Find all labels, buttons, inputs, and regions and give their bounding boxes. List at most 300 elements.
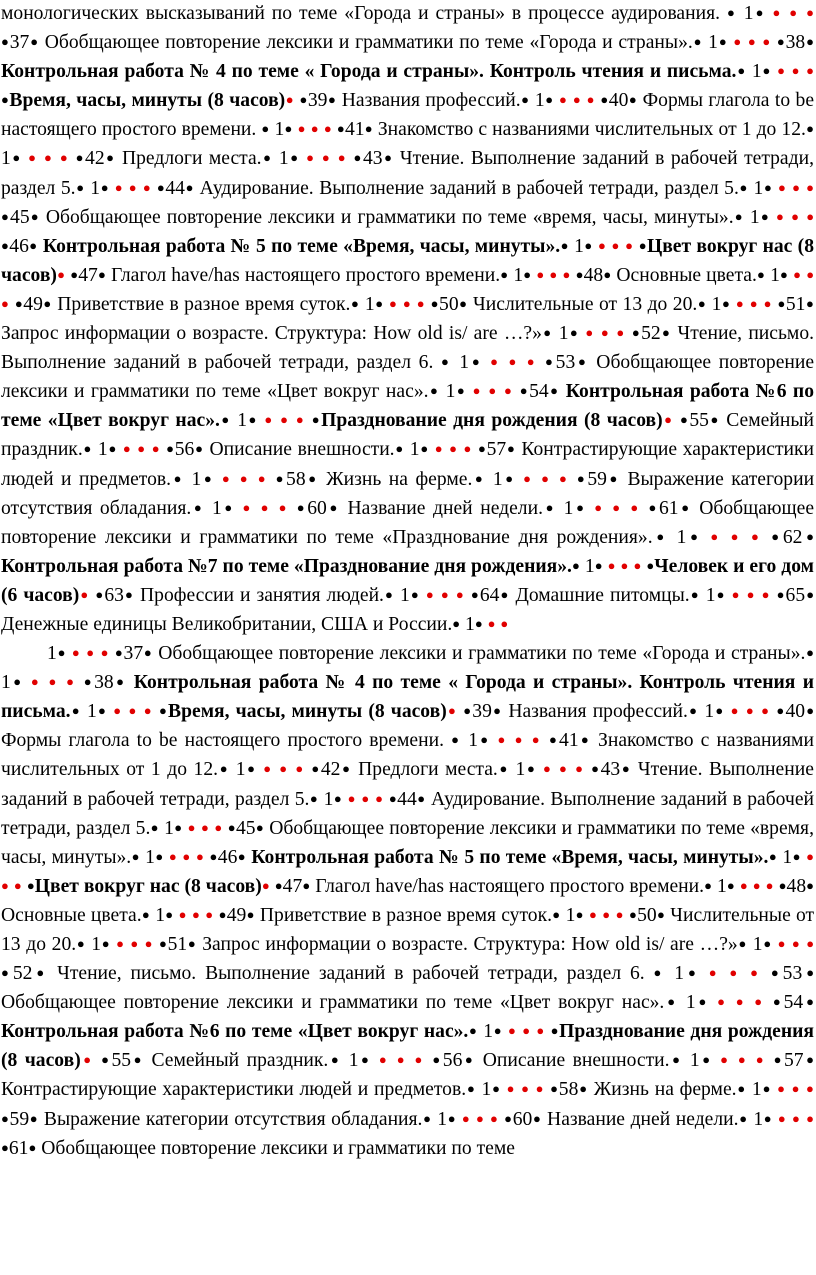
black-bullet-icon: ● (578, 1081, 588, 1097)
text-run: Профессии и занятия людей. (134, 584, 384, 606)
black-bullet-icon: ● (458, 295, 468, 311)
red-bullet-icon: ● (730, 703, 740, 719)
text-run (76, 672, 83, 693)
text-run: 47 (282, 875, 303, 897)
text-run: Глагол have/has настоящего простого времени. (105, 264, 501, 286)
black-bullet-icon: ● (326, 499, 340, 515)
black-bullet-icon: ● (803, 1052, 814, 1068)
text-run: 1 (451, 352, 470, 374)
red-bullet-icon: ● (600, 325, 611, 341)
black-bullet-icon: ● (474, 615, 483, 631)
red-bullet-icon: ● (761, 703, 771, 719)
black-bullet-icon: ● (237, 848, 246, 864)
red-bullet-icon: ● (143, 703, 153, 719)
red-bullet-icon: ● (777, 1110, 787, 1126)
red-bullet-icon: ● (752, 877, 761, 893)
text-run (139, 934, 145, 955)
text-run: Числительные от 13 до 20. (467, 293, 698, 315)
black-bullet-icon: ● (382, 150, 394, 166)
text-run: 40 (608, 90, 629, 112)
black-bullet-icon: ● (430, 295, 440, 311)
text-run: 53 (782, 963, 803, 985)
text-run: 63 (104, 584, 124, 606)
red-bullet-icon: ● (425, 586, 435, 602)
black-bullet-icon: ● (26, 877, 35, 893)
red-bullet-icon: ● (720, 1052, 731, 1068)
red-bullet-icon: ● (128, 179, 138, 195)
body-paragraph (1, 0, 814, 640)
red-bullet-icon: ● (733, 34, 743, 50)
black-bullet-icon: ● (302, 877, 311, 893)
red-bullet-icon: ● (48, 674, 59, 690)
red-bullet-icon: ● (791, 1081, 801, 1097)
text-run (633, 236, 638, 257)
text-run (420, 585, 426, 606)
text-run: 1 (404, 439, 420, 461)
text-run (581, 90, 586, 111)
black-bullet-icon: ● (756, 266, 766, 282)
black-bullet-icon: ● (737, 936, 748, 951)
text-run (542, 730, 549, 751)
text-run: 1 (667, 526, 687, 548)
black-bullet-icon: ● (1, 237, 10, 253)
text-run: Время, часы, минуты (8 часов) (168, 701, 447, 723)
text-run: 54 (529, 381, 549, 403)
text-run: 39 (472, 701, 492, 723)
black-bullet-icon: ● (70, 266, 79, 282)
black-bullet-icon: ● (463, 703, 473, 719)
black-bullet-icon: ● (532, 1110, 542, 1126)
red-bullet-icon: ● (594, 499, 605, 515)
black-bullet-icon: ● (83, 674, 95, 690)
black-bullet-icon: ● (165, 906, 174, 922)
red-bullet-icon: ● (497, 732, 508, 748)
text-run (534, 469, 541, 490)
black-bullet-icon: ● (714, 703, 725, 719)
text-run: Запрос информации о возрасте. Структура: How old is/ are …?» (1, 323, 542, 345)
text-run: Жизнь на ферме. (587, 1079, 737, 1101)
red-bullet-icon: ● (735, 295, 745, 311)
red-bullet-icon: ● (806, 1081, 814, 1097)
black-bullet-icon: ● (158, 936, 168, 951)
black-bullet-icon: ● (328, 1052, 342, 1068)
red-bullet-icon: ● (633, 557, 642, 573)
text-run: 1 (765, 264, 780, 286)
black-bullet-icon: ● (551, 906, 561, 922)
black-bullet-icon: ● (805, 645, 815, 661)
red-bullet-icon: ● (611, 237, 620, 253)
text-run: 1 (508, 759, 526, 781)
text-run (271, 498, 279, 519)
text-run (774, 876, 779, 897)
black-bullet-icon: ● (606, 470, 620, 486)
red-bullet-icon: ● (137, 441, 146, 457)
text-run: Обобщающее повторение лексики и грамматики по теме «Цвет вокруг нас». (1, 352, 815, 403)
text-run (748, 1050, 755, 1071)
text-run (786, 1079, 792, 1100)
text-run: 1 (702, 32, 718, 54)
text-run: Знакомство с названиями числительных от 1 до 12. (1, 730, 814, 781)
black-bullet-icon: ● (721, 295, 731, 311)
text-run (371, 1050, 378, 1071)
red-bullet-icon: ● (792, 179, 801, 195)
red-bullet-icon: ● (463, 441, 473, 457)
red-bullet-icon: ● (749, 295, 759, 311)
black-bullet-icon: ● (699, 1052, 713, 1068)
text-run: 1 (699, 584, 716, 606)
text-run: 42 (85, 148, 105, 170)
black-bullet-icon: ● (70, 703, 81, 719)
text-run: Чтение, письмо. Выполнение заданий в рабочей тетради, раздел 6. (1, 323, 815, 374)
text-run: Обобщающее повторение лексики и грамматики по теме «Цвет вокруг нас». (1, 992, 665, 1014)
red-bullet-icon: ● (257, 470, 269, 486)
red-bullet-icon: ● (792, 1110, 801, 1126)
text-run (761, 876, 766, 897)
red-bullet-icon: ● (710, 528, 723, 544)
text-run (730, 1050, 737, 1071)
text-run: 1 (461, 730, 479, 752)
red-bullet-icon: ● (280, 412, 290, 428)
black-bullet-icon: ● (1, 92, 10, 108)
text-run (772, 934, 778, 955)
red-bullet-icon: ● (375, 790, 384, 806)
text-run (466, 381, 472, 402)
black-bullet-icon: ● (101, 1052, 112, 1068)
text-run: Чтение. Выполнение заданий в рабочей тетради, раздел 5. (1, 148, 814, 199)
red-bullet-icon: ● (777, 1081, 786, 1097)
text-run (616, 556, 621, 577)
red-bullet-icon: ● (523, 470, 534, 486)
text-run (758, 294, 763, 315)
text-run: 1 (475, 1079, 492, 1101)
black-bullet-icon: ● (550, 1023, 560, 1039)
text-run (610, 905, 615, 926)
black-bullet-icon: ● (1, 1110, 10, 1126)
text-run: 1 (269, 119, 285, 141)
text-run: 50 (439, 293, 459, 315)
red-bullet-icon: ● (323, 121, 332, 137)
red-bullet-icon: ● (549, 266, 558, 282)
red-bullet-icon: ● (791, 936, 801, 951)
black-bullet-icon: ● (548, 383, 560, 399)
text-run: Числительные от 13 до 20. (1, 904, 815, 955)
red-bullet-icon: ● (295, 761, 305, 777)
black-bullet-icon: ● (500, 266, 509, 282)
text-run: 62 (782, 526, 803, 548)
text-run: Аудирование. Выполнение заданий в рабочей тетради, раздел 5. (1, 788, 814, 839)
text-run: 1 (158, 817, 174, 839)
text-run: Контрольная работа № 5 по теме «Время, часы, минуты». (37, 235, 561, 257)
red-bullet-icon: ● (763, 295, 773, 311)
red-bullet-icon: ● (535, 1081, 545, 1097)
text-run (728, 992, 736, 1013)
text-run: 1 (579, 555, 595, 577)
red-bullet-icon: ● (562, 266, 571, 282)
black-bullet-icon: ● (113, 674, 127, 690)
red-bullet-icon: ● (475, 1110, 485, 1126)
black-bullet-icon: ● (761, 63, 772, 79)
text-run: 1 (439, 381, 456, 403)
red-bullet-icon: ● (735, 994, 747, 1010)
text-run (552, 469, 559, 490)
text-run: 1 (394, 584, 410, 606)
text-run: 38 (94, 672, 114, 694)
black-bullet-icon: ● (104, 150, 116, 166)
red-bullet-icon: ● (168, 848, 178, 864)
text-run (95, 643, 101, 664)
black-bullet-icon: ● (299, 92, 308, 108)
red-bullet-icon: ● (729, 965, 742, 981)
text-run: Денежные единицы Великобритании, США и России. (1, 613, 453, 635)
red-bullet-icon: ● (239, 470, 251, 486)
text-run (137, 178, 143, 199)
red-bullet-icon: ● (461, 1110, 471, 1126)
black-bullet-icon: ● (664, 994, 679, 1010)
red-bullet-icon: ● (151, 441, 161, 457)
black-bullet-icon: ● (631, 325, 642, 341)
black-bullet-icon: ● (805, 703, 815, 719)
text-run: 59 (9, 1108, 30, 1130)
red-bullet-icon: ● (264, 412, 274, 428)
text-run: 51 (167, 934, 188, 955)
red-bullet-icon: ● (778, 179, 787, 195)
text-run (508, 730, 515, 751)
text-run: 1 (230, 410, 248, 432)
black-bullet-icon: ● (221, 499, 235, 515)
black-bullet-icon: ● (686, 528, 702, 544)
black-bullet-icon: ● (422, 1110, 432, 1126)
text-run: 1 (359, 293, 375, 315)
black-bullet-icon: ● (708, 412, 720, 428)
black-bullet-icon: ● (477, 441, 487, 457)
red-bullet-icon: ● (178, 906, 187, 922)
text-run: Основные цвета. (611, 264, 757, 286)
black-bullet-icon: ● (97, 266, 106, 282)
text-run: 45 (10, 206, 30, 228)
black-bullet-icon: ● (575, 354, 589, 370)
red-bullet-icon: ● (242, 499, 253, 515)
text-run: Названия профессий. (502, 701, 688, 723)
text-run: Контрольная работа № 4 по теме « Города и страны». Контроль чтения и письма. (1, 672, 815, 723)
text-run (407, 1050, 414, 1071)
red-bullet-icon: ● (66, 674, 77, 690)
text-run (519, 352, 527, 373)
black-bullet-icon: ● (692, 34, 703, 50)
black-bullet-icon: ● (777, 295, 786, 311)
text-run (389, 1050, 396, 1071)
text-run (742, 527, 751, 548)
black-bullet-icon: ● (762, 936, 772, 951)
black-bullet-icon: ● (416, 790, 426, 806)
red-bullet-icon: ● (114, 179, 124, 195)
black-bullet-icon: ● (29, 34, 39, 50)
text-run: 1 (552, 323, 569, 345)
black-bullet-icon: ● (660, 325, 672, 341)
text-run: Формы глагола to be настоящего простого времени. (1, 90, 815, 141)
text-run: 1 (477, 1021, 494, 1043)
black-bullet-icon: ● (493, 1023, 503, 1039)
text-run: Жизнь на ферме. (318, 468, 473, 490)
black-bullet-icon: ● (779, 266, 789, 282)
text-run (709, 992, 717, 1013)
black-bullet-icon: ● (468, 1023, 478, 1039)
red-bullet-icon: ● (750, 965, 762, 981)
black-bullet-icon: ● (576, 470, 588, 486)
black-bullet-icon: ● (571, 557, 580, 573)
black-bullet-icon: ● (261, 150, 273, 166)
text-run: Человек и его дом (6 часов) (1, 555, 814, 606)
black-bullet-icon: ● (123, 586, 134, 602)
black-bullet-icon: ● (669, 1052, 683, 1068)
text-run: монологических высказываний по теме «Города и страны» в процессе аудирования. (1, 3, 721, 24)
text-run: Контрольная работа №6 по теме «Цвет вокруг нас». (1, 381, 815, 432)
black-bullet-icon: ● (803, 994, 814, 1010)
text-run: 59 (587, 468, 607, 490)
black-bullet-icon: ● (583, 237, 593, 253)
text-run: Выражение категории отсутствия обладания. (38, 1108, 423, 1130)
red-bullet-icon: ● (488, 383, 498, 399)
text-run: Время, часы, минуты (8 часов) (9, 90, 286, 112)
text-run: Контрастирующие характеристики людей и предметов. (1, 439, 815, 490)
text-run (458, 439, 464, 460)
text-run: 1 (743, 206, 760, 228)
black-bullet-icon: ● (776, 586, 786, 602)
text-run (525, 730, 532, 751)
black-bullet-icon: ● (96, 703, 108, 719)
red-bullet-icon: ● (116, 936, 125, 951)
red-bullet-icon: ● (746, 586, 756, 602)
text-run (700, 963, 709, 984)
red-bullet-icon: ● (378, 1052, 390, 1068)
text-run (722, 527, 731, 548)
black-bullet-icon: ● (255, 819, 265, 835)
red-bullet-icon: ● (630, 499, 641, 515)
text-run: 43 (362, 148, 383, 170)
black-bullet-icon: ● (778, 877, 787, 893)
red-bullet-icon: ● (200, 819, 210, 835)
text-run (146, 439, 152, 460)
black-bullet-icon: ● (194, 441, 204, 457)
red-bullet-icon: ● (806, 1110, 814, 1126)
black-bullet-icon: ● (704, 877, 713, 893)
red-bullet-icon: ● (500, 615, 509, 631)
text-run: Обобщающее повторение лексики и грамматики по теме «время, часы, минуты». (1, 817, 814, 868)
red-bullet-icon: ● (542, 761, 553, 777)
text-run: 1 (485, 468, 503, 490)
red-bullet-icon: ● (295, 412, 306, 428)
red-bullet-icon: ● (205, 906, 214, 922)
black-bullet-icon: ● (246, 906, 255, 922)
black-bullet-icon: ● (358, 1052, 372, 1068)
text-run (456, 1109, 462, 1130)
black-bullet-icon: ● (573, 499, 587, 515)
text-run (766, 1050, 773, 1071)
text-run: 55 (689, 410, 709, 432)
red-bullet-icon: ● (221, 470, 233, 486)
red-bullet-icon: ● (772, 5, 783, 20)
red-bullet-icon: ● (128, 703, 138, 719)
text-run (94, 1050, 101, 1071)
black-bullet-icon: ● (575, 266, 584, 282)
text-run: 1 (204, 497, 222, 519)
text-run: 50 (637, 904, 657, 926)
text-run: Контрольная работа № 4 по теме « Города и страны». Контроль чтения и письма. (1, 61, 737, 83)
black-bullet-icon: ● (452, 615, 461, 631)
black-bullet-icon: ● (28, 237, 38, 253)
text-run: Предлоги места. (115, 148, 262, 170)
text-run: 1 (80, 701, 97, 723)
red-bullet-icon: ● (717, 994, 728, 1010)
black-bullet-icon: ● (107, 441, 118, 457)
text-run (315, 148, 321, 169)
text-run: Семейный праздник. (144, 1050, 329, 1072)
text-run: 56 (442, 1050, 463, 1072)
black-bullet-icon: ● (504, 1110, 513, 1126)
text-run: 1 (748, 177, 764, 199)
black-bullet-icon: ● (578, 732, 591, 748)
text-run (429, 439, 435, 460)
text-run (603, 556, 608, 577)
text-run: 43 (600, 759, 621, 781)
red-bullet-icon: ● (144, 936, 154, 951)
black-bullet-icon: ● (10, 674, 24, 690)
black-bullet-icon: ● (736, 1081, 747, 1097)
text-run (557, 265, 562, 286)
text-run: Запрос информации о возрасте. Структура: How old is/ are …?» (196, 934, 738, 955)
black-bullet-icon: ● (29, 1110, 39, 1126)
text-run: 61 (658, 497, 679, 519)
red-bullet-icon: ● (597, 237, 607, 253)
black-bullet-icon: ● (763, 179, 773, 195)
text-run (305, 410, 311, 431)
red-bullet-icon: ● (260, 499, 272, 515)
black-bullet-icon: ● (466, 1081, 476, 1097)
black-bullet-icon: ● (575, 906, 584, 922)
red-bullet-icon: ● (416, 295, 426, 311)
red-bullet-icon: ● (30, 674, 42, 690)
black-bullet-icon: ● (409, 586, 420, 602)
text-run (744, 294, 749, 315)
black-bullet-icon: ● (327, 92, 337, 108)
black-bullet-icon: ● (491, 1081, 501, 1097)
text-run (763, 527, 772, 548)
text-run: 57 (486, 439, 507, 461)
text-run (425, 294, 430, 315)
text-run: 1 (665, 963, 685, 985)
red-bullet-icon: ● (514, 732, 525, 748)
black-bullet-icon: ● (568, 325, 580, 341)
text-run: 1 (431, 1108, 448, 1130)
text-run: 1 (698, 701, 715, 723)
black-bullet-icon: ● (805, 34, 814, 50)
red-bullet-icon: ● (310, 121, 319, 137)
text-run (53, 148, 59, 169)
red-bullet-icon: ● (191, 906, 201, 922)
red-bullet-icon: ● (285, 92, 295, 108)
text-run: Обобщающее повторение лексики и грамматики по теме «Празднование дня рождения». (1, 497, 815, 548)
red-bullet-icon: ● (806, 936, 815, 951)
black-bullet-icon: ● (753, 5, 766, 20)
black-bullet-icon: ● (772, 994, 784, 1010)
text-run (530, 1079, 536, 1100)
black-bullet-icon: ● (678, 499, 692, 515)
red-bullet-icon: ● (737, 1052, 749, 1068)
text-run (606, 236, 611, 257)
text-run: Семейный праздник. (1, 410, 814, 461)
text-run: 37 (123, 643, 144, 665)
black-bullet-icon: ● (726, 5, 737, 20)
black-bullet-icon: ● (805, 121, 814, 137)
